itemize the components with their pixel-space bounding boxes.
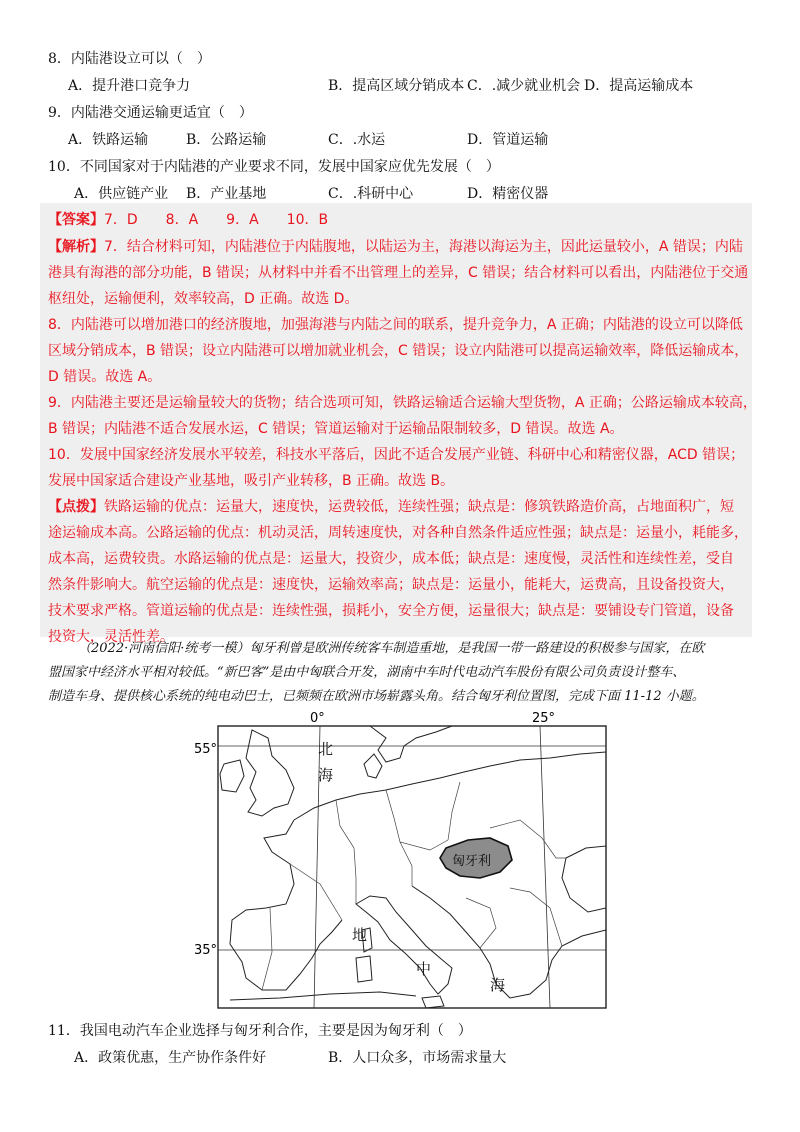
analysis-line-8: B 错误；内陆港不适合发展水运，C 错误；管道运输对于运输品限制较多，D 错误。故选 A。	[48, 421, 624, 437]
analysis-line-1	[48, 238, 743, 256]
q10-stem: 10．不同国家对于内陆港的产业要求不同，发展中国家应优先发展（ ）	[48, 159, 500, 175]
tip-line-3: 成本高，运费较贵。水路运输的优点是：运量大，投资少，成本低；缺点是：速度慢，灵活性和连续性差，受自	[48, 551, 734, 567]
tip-line-1	[48, 498, 734, 516]
lon-label-0: 0°	[310, 711, 325, 726]
q8-option-d: D．提高运输成本	[584, 78, 694, 94]
analysis-line-5: 区域分销成本，B 错误；设立内陆港可以增加就业机会，C 错误；设立内陆港可以提高运输效率，降低运输成本，	[48, 343, 749, 359]
analysis-line-2: 港具有海港的部分功能，B 错误；从材料中并看不出管理上的差异，C 错误；结合材料可以看出，内陆港位于交通	[48, 265, 749, 281]
tip-text-1: 铁路运输的优点：运量大，速度快，运费较低，连续性强；缺点是：修筑铁路造价高，占地面积广，短	[104, 499, 734, 515]
q11-option-a: A．政策优惠，生产协作条件好	[74, 1050, 267, 1066]
q8-stem: 8．内陆港设立可以（ ）	[48, 51, 211, 67]
analysis-line-10: 发展中国家适合建设产业基地，吸引产业转移，B 正确。故选 B。	[48, 473, 455, 489]
map-svg	[190, 708, 610, 1012]
tip-line-5: 技术要求严格。管道运输的优点是：连续性强，损耗小，安全方便，运量很大；缺点是：要铺设专门管道，设备	[48, 603, 734, 619]
q10-option-b: B．产业基地	[186, 186, 267, 202]
q8-option-a: A．提升港口竞争力	[68, 78, 191, 94]
analysis-line-7: 9．内陆港主要还是运输量较大的货物；结合选项可知，铁路运输适合运输大型货物，A 正确；公路运输成本较高，	[48, 395, 757, 411]
q9-option-d: D．管道运输	[467, 132, 549, 148]
q8-option-b: B．提高区域分销成本	[328, 78, 465, 94]
mediterranean-label-1: 地	[352, 926, 368, 944]
lon-label-25: 25°	[532, 711, 556, 726]
north-sea-label-1: 北	[318, 740, 334, 758]
analysis-text-1: 7．结合材料可知，内陆港位于内陆腹地，以陆运为主，海港以海运为主，因此运量较小，A 错误；内陆	[104, 239, 743, 255]
q9-option-c: C．.水运	[328, 132, 386, 148]
tip-line-2: 途运输成本高。公路运输的优点：机动灵活，周转速度快，对各种自然条件适应性强；缺点是：运量小，耗能多，	[48, 525, 748, 541]
intro-line-1: （2022·河南信阳·统考一模）匈牙利曾是欧洲传统客车制造重地，是我国一带一路建设的积极参与国家，在欧	[78, 641, 705, 656]
analysis-line-9: 10．发展中国家经济发展水平较差，科技水平落后，因此不适合发展产业链、科研中心和精密仪器，ACD 错误；	[48, 447, 745, 463]
q10-option-a: A．供应链产业	[74, 186, 169, 202]
analysis-tag: 【解析】	[48, 239, 104, 255]
q11-stem: 11．我国电动汽车企业选择与匈牙利合作，主要是因为匈牙利（ ）	[48, 1023, 472, 1039]
q9-option-a: A．铁路运输	[68, 132, 149, 148]
q10-option-c: C．.科研中心	[328, 186, 414, 202]
north-sea-label-2: 海	[318, 766, 334, 784]
answer-line	[48, 211, 328, 229]
analysis-line-3: 枢纽处，运输便利，效率较高，D 正确。故选 D。	[48, 291, 359, 307]
hungary-location-map	[190, 708, 610, 1012]
q11-option-b: B．人口众多，市场需求量大	[328, 1050, 507, 1066]
q9-option-b: B．公路运输	[186, 132, 267, 148]
mediterranean-label-3: 海	[490, 976, 506, 994]
q9-stem: 9．内陆港交通运输更适宜（ ）	[48, 105, 253, 121]
q10-option-d: D．精密仪器	[467, 186, 549, 202]
hungary-label: 匈牙利	[452, 854, 492, 869]
analysis-line-6: D 错误。故选 A。	[48, 369, 162, 385]
tip-line-4: 然条件影响大。航空运输的优点是：速度快，运输效率高；缺点是：运量小，能耗大，运费高，且设备投资大，	[48, 577, 734, 593]
q8-option-c: C．.减少就业机会	[467, 78, 581, 94]
tip-line-6: 投资大，灵活性差。	[48, 629, 174, 645]
mediterranean-label-2: 中	[416, 960, 432, 978]
intro-line-2: 盟国家中经济水平相对较低。“新巴客”是由中匈联合开发，湖南中车时代电动汽车股份有限公司负责设计整车、	[48, 665, 686, 680]
analysis-line-4: 8．内陆港可以增加港口的经济腹地，加强海港与内陆之间的联系，提升竞争力，A 正确；内陆港的设立可以降低	[48, 317, 743, 333]
intro-line-3: 制造车身、提供核心系统的纯电动巴士，已频频在欧洲市场崭露头角。结合匈牙利位置图，完成下面 11-12 小题。	[48, 689, 705, 704]
answer-text: 7．D 8．A 9．A 10．B	[104, 212, 329, 228]
answer-tag: 【答案】	[48, 212, 104, 228]
lat-label-35: 35°	[194, 943, 218, 958]
tip-tag: 【点拨】	[48, 499, 104, 515]
lat-label-55: 55°	[194, 742, 218, 757]
